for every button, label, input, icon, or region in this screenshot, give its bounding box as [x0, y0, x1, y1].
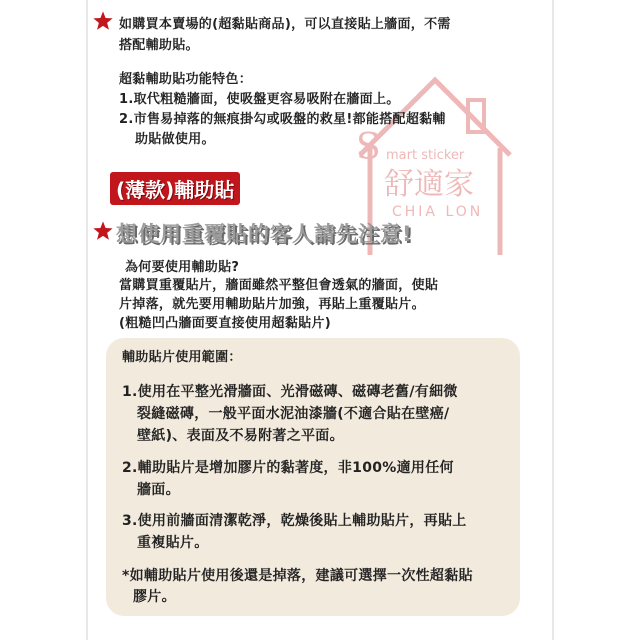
usage-item-2-line-2: 牆面。 [137, 482, 180, 498]
features-item-2-line-1: 2.市售易掉落的無痕掛勾或吸盤的救星!都能搭配超黏輔 [119, 112, 446, 127]
notice-answer-line-3: (粗糙凹凸牆面要直接使用超黏貼片) [119, 316, 331, 331]
intro-line-1: 如購買本賣場的(超黏貼商品)，可以直接貼上牆面，不需 [119, 17, 451, 32]
notice-answer-line-1: 當購買重覆貼片，牆面雖然平整但會透氣的牆面，使貼 [119, 278, 439, 293]
red-star-icon [92, 10, 114, 32]
notice-answer-line-2: 片掉落，就先要用輔助貼片加強，再貼上重覆貼片。 [119, 297, 425, 312]
thin-badge-label: (薄款)輔助貼 [110, 172, 240, 205]
red-star-icon [92, 220, 114, 242]
features-item-1: 1.取代粗糙牆面，使吸盤更容易吸附在牆面上。 [119, 92, 400, 107]
features-heading: 超黏輔助貼功能特色： [119, 72, 253, 87]
features-item-2-line-2: 助貼做使用。 [135, 132, 215, 147]
watermark-zh: 舒適家 [384, 167, 474, 202]
usage-item-3-line-2: 重複貼片。 [137, 535, 209, 551]
watermark-en-2: CHIA LON [392, 204, 484, 220]
notice-question: 為何要使用輔助貼? [125, 260, 240, 275]
left-frame-line [86, 0, 88, 640]
watermark-s: S [356, 127, 381, 168]
usage-note-line-1: *如輔助貼片使用後還是掉落，建議可選擇一次性超黏貼 [122, 568, 473, 584]
usage-item-1-line-3: 壁紙)、表面及不易附著之平面。 [137, 428, 344, 444]
usage-item-1-line-1: 1.使用在平整光滑牆面、光滑磁磚、磁磚老舊/有細微 [122, 384, 458, 400]
watermark-en: mart sticker [386, 148, 465, 163]
notice-title: 想使用重覆貼的客人請先注意! [116, 222, 413, 246]
thin-auxiliary-sticker-badge [110, 174, 240, 202]
intro-line-2: 搭配輔助貼。 [119, 38, 199, 53]
usage-item-1-line-2: 裂縫磁磚，一般平面水泥油漆牆(不適合貼在壁癌/ [137, 406, 450, 422]
usage-note-line-2: 膠片。 [133, 589, 176, 605]
usage-heading: 輔助貼片使用範圍： [122, 350, 242, 365]
right-frame-line [552, 0, 554, 640]
usage-item-2-line-1: 2.輔助貼片是增加膠片的黏著度，非100%適用任何 [122, 460, 454, 476]
usage-item-3-line-1: 3.使用前牆面清潔乾淨，乾燥後貼上輔助貼片，再貼上 [122, 513, 467, 529]
